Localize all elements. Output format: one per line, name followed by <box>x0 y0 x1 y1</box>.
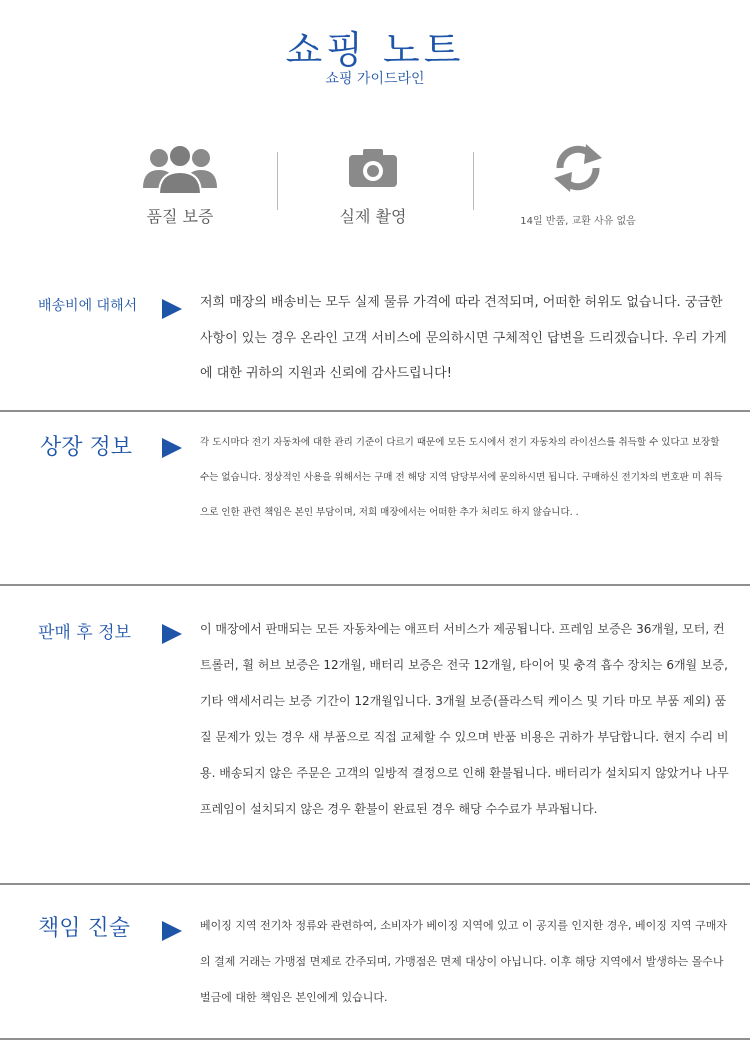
section-body: 각 도시마다 전기 자동차에 대한 관리 기준이 다르기 때문에 모든 도시에서 전기 자동차의 라이선스를 취득할 수 있다고 보장할 수는 없습니다. 정상적인 사용을 위해서는 구매 전 해당 지역 담당부서에 문의하시면 됩니다. 구매하신 전기차의 번호판 미 취득으로 인한 관련 책임은 본인 부담이며, 저희 매장에서는 어떠한 추가 처리도 하지 않습니다. . <box>200 437 723 518</box>
section-title: 책임 진술 <box>38 916 131 941</box>
arrow-icon <box>162 299 182 319</box>
section-title: 판매 후 정보 <box>38 623 131 643</box>
section-title: 상장 정보 <box>40 435 133 460</box>
page-subtitle: 쇼핑 가이드라인 <box>325 71 425 87</box>
feature-label: 14일 반품, 교환 사유 없음 <box>520 216 636 227</box>
section-liability <box>0 885 750 1035</box>
people-icon <box>80 140 280 196</box>
arrow-icon <box>162 438 182 458</box>
section-shipping <box>0 283 750 411</box>
feature-quality <box>80 140 280 227</box>
feature-label: 실제 촬영 <box>339 207 407 226</box>
feature-divider <box>473 152 474 210</box>
section-title: 배송비에 대해서 <box>38 298 138 314</box>
section-body: 이 매장에서 판매되는 모든 자동차에는 애프터 서비스가 제공됩니다. 프레임 보증은 36개월, 모터, 컨트롤러, 휠 허브 보증은 12개월, 배터리 보증은 전국 12개월, 타이어 및 충격 흡수 장치는 6개월 보증, 기타 액세서리는 보증 기간이 12개월입니다. 3개월 보증(플라스틱 케이스 및 기타 마모 부품 제외) 품질 문제가 있는 경우 새 부품으로 직접 교체할 수 있으며 반품 비용은 귀하가 부담합니다. 현지 수리 비용. 배송되지 않은 주문은 고객의 일방적 결정으로 인해 환불됩니다. 배터리가 설치되지 않았거나 나무 프레임이 설치되지 않은 경우 환불이 완료된 경우 해당 수수료가 부과됩니다. <box>200 622 729 816</box>
feature-label: 품질 보증 <box>146 207 214 226</box>
camera-icon <box>273 140 473 196</box>
refresh-icon <box>478 140 678 196</box>
arrow-icon <box>162 921 182 941</box>
section-divider <box>0 1038 750 1040</box>
page-title: 쇼핑 노트 <box>285 28 465 72</box>
section-body: 저희 매장의 배송비는 모두 실제 물류 가격에 따라 견적되며, 어떠한 허위도 없습니다. 궁금한 사항이 있는 경우 온라인 고객 서비스에 문의하시면 구체적인 답변을 드리겠습니다. 우리 가게에 대한 귀하의 지원과 신뢰에 감사드립니다! <box>200 295 727 381</box>
feature-row <box>80 140 680 230</box>
section-listing <box>0 412 750 584</box>
section-after-sales <box>0 586 750 883</box>
section-body: 베이징 지역 전기차 정류와 관련하여, 소비자가 베이징 지역에 있고 이 공지를 인지한 경우, 베이징 지역 구매자의 결제 거래는 가맹점 면제로 간주되며, 가맹점은 면제 대상이 아닙니다. 이후 해당 지역에서 발생하는 몰수나 벌금에 대한 책임은 본인에게 있습니다. <box>200 919 727 1004</box>
feature-return <box>478 140 678 227</box>
feature-photo <box>273 140 473 227</box>
arrow-icon <box>162 624 182 644</box>
page-header <box>0 28 750 88</box>
